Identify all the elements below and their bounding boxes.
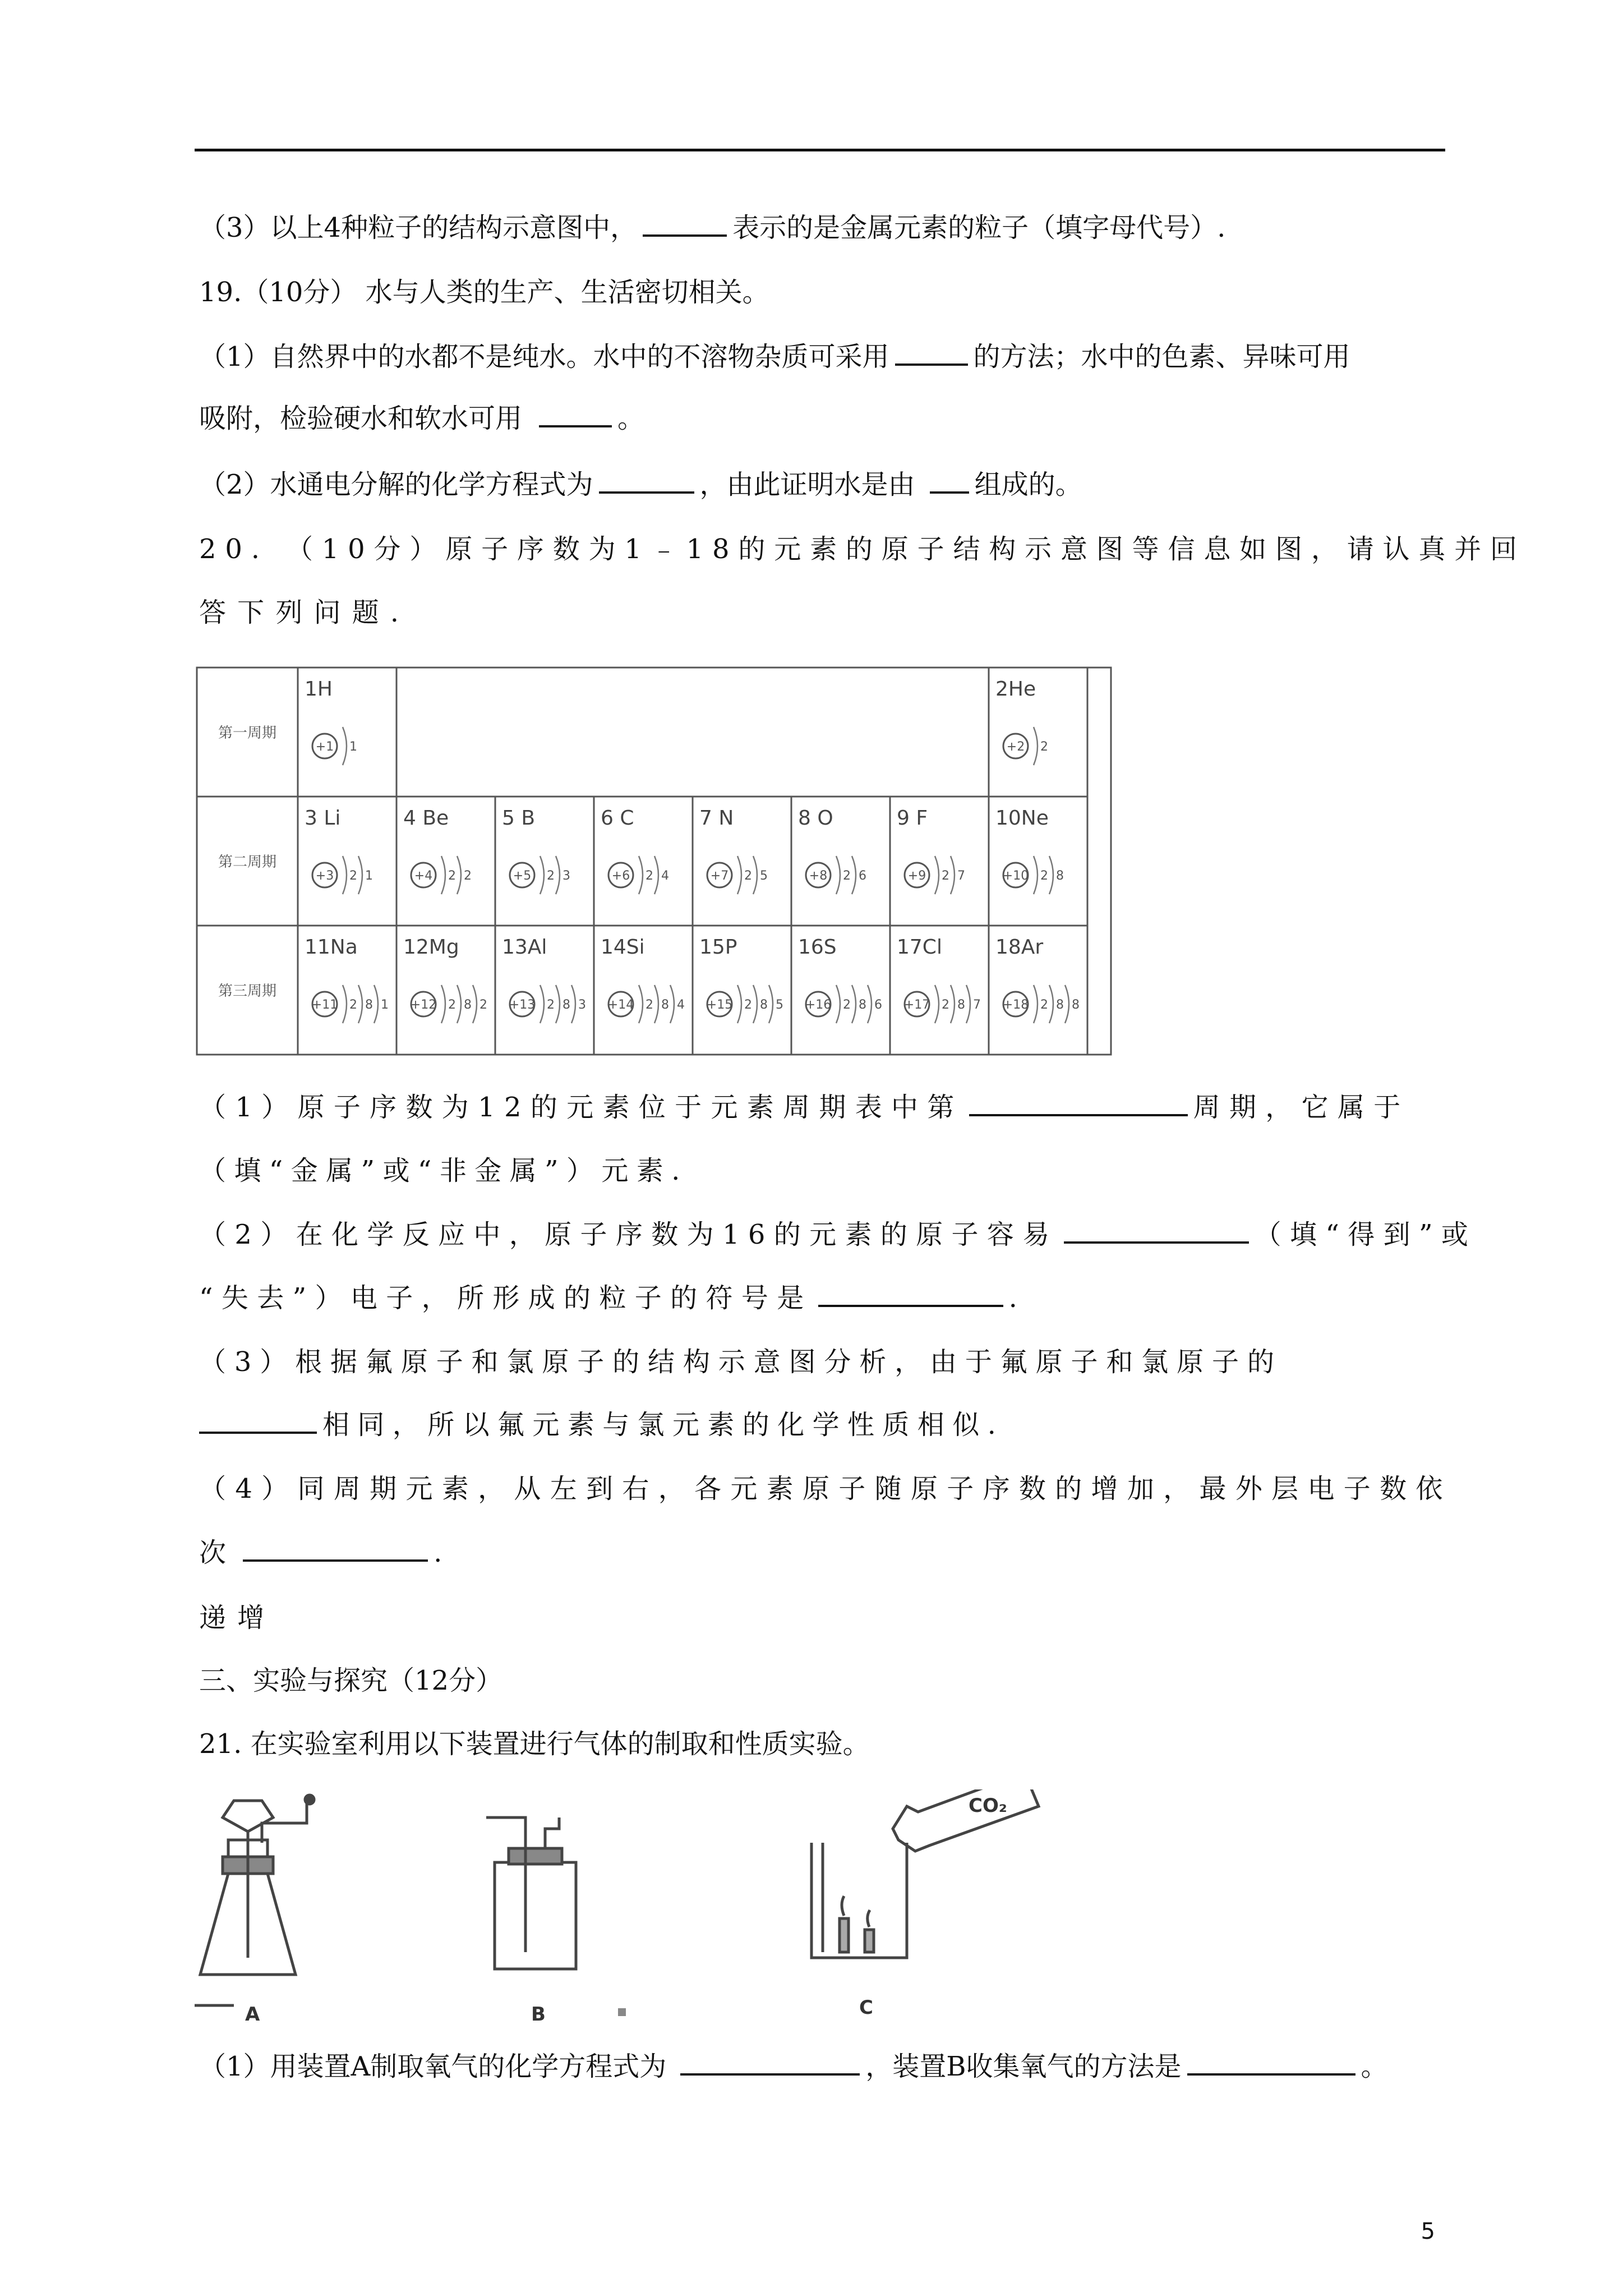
co2-label: CO₂ [969, 1795, 1007, 1817]
answer-blank[interactable] [930, 491, 969, 494]
shell-electron-count: 8 [859, 998, 866, 1012]
shell-electron-count: 8 [464, 998, 472, 1012]
element-label: 3 Li [305, 807, 341, 830]
q20-title-cont: 答下列问题. [199, 597, 411, 628]
header-rule [195, 149, 1445, 151]
q20-part2-cont: “失去”）电子，所形成的粒子的符号是 . [199, 1282, 1026, 1314]
element-label: 2He [995, 678, 1036, 701]
shell-electron-count: 8 [661, 998, 669, 1012]
shell-electron-count: 2 [448, 998, 456, 1012]
element-label: 4 Be [403, 807, 449, 830]
shell-electron-count: 7 [957, 869, 965, 883]
shell-electron-count: 2 [1040, 740, 1048, 754]
answer-blank[interactable] [599, 491, 694, 494]
q19-part1: （1）自然界中的水都不是纯水。水中的不溶物杂质可采用 的方法；水中的色素、异味可用 [199, 341, 1350, 372]
shell-electron-count: 2 [349, 998, 357, 1012]
label-c: C [859, 1996, 873, 2019]
q20-part4-cont: 次 . [199, 1537, 454, 1568]
marker-square [618, 2008, 626, 2016]
element-label: 10Ne [995, 807, 1049, 830]
shell-electron-count: 2 [843, 998, 851, 1012]
nucleus-charge: +1 [315, 740, 334, 754]
shell-electron-count: 8 [1056, 869, 1064, 883]
element-label: 7 N [699, 807, 734, 830]
shell-electron-count: 2 [942, 998, 949, 1012]
q20-answer: 递增 [199, 1602, 276, 1634]
element-label: 15P [699, 936, 737, 959]
q20-part4: （4）同周期元素，从左到右，各元素原子随原子序数的增加，最外层电子数依 [199, 1473, 1452, 1504]
nucleus-charge: +6 [611, 869, 630, 883]
shell-electron-count: 2 [1040, 998, 1048, 1012]
flask-a [200, 1795, 314, 1975]
q20-part1: （1）原子序数为12的元素位于元素周期表中第 周期，它属于 [199, 1092, 1410, 1123]
element-label: 13Al [502, 936, 547, 959]
nucleus-charge: +3 [315, 869, 334, 883]
element-label: 5 B [502, 807, 536, 830]
shell-electron-count: 3 [562, 869, 570, 883]
answer-blank[interactable] [243, 1559, 428, 1562]
period-label: 第三周期 [218, 983, 277, 1000]
apparatus-figure [195, 1789, 1092, 2036]
element-label: 14Si [601, 936, 645, 959]
nucleus-charge: +4 [414, 869, 433, 883]
shell-electron-count: 1 [349, 740, 357, 754]
nucleus-charge: +9 [907, 869, 926, 883]
periodic-table-svg [195, 661, 1114, 1060]
answer-blank[interactable] [818, 1304, 1003, 1307]
shell-electron-count: 5 [776, 998, 783, 1012]
element-label: 1H [305, 678, 333, 701]
shell-electron-count: 2 [349, 869, 357, 883]
nucleus-charge: +2 [1006, 740, 1025, 754]
q19-title: 19.（10分） 水与人类的生产、生活密切相关。 [199, 277, 769, 308]
answer-blank[interactable] [643, 234, 727, 237]
answer-blank[interactable] [199, 1431, 317, 1434]
shell-electron-count: 2 [464, 869, 472, 883]
q19-part2: （2）水通电分解的化学方程式为 ，由此证明水是由 组成的。 [199, 469, 1082, 500]
shell-electron-count: 2 [547, 998, 555, 1012]
answer-blank[interactable] [1187, 2073, 1355, 2076]
shell-electron-count: 8 [562, 998, 570, 1012]
q18-part3: （3）以上4种粒子的结构示意图中， 表示的是金属元素的粒子（填字母代号）. [199, 212, 1226, 243]
element-label: 18Ar [995, 936, 1044, 959]
nucleus-charge: +15 [706, 998, 733, 1012]
shell-electron-count: 2 [645, 998, 653, 1012]
element-label: 11Na [305, 936, 358, 959]
q21-part1: （1）用装置A制取氧气的化学方程式为 ，装置B收集氧气的方法是 。 [199, 2051, 1388, 2082]
section-heading: 三、实验与探究（12分） [199, 1665, 503, 1696]
shell-electron-count: 1 [381, 998, 389, 1012]
nucleus-charge: +10 [1002, 869, 1029, 883]
nucleus-charge: +5 [513, 869, 532, 883]
shell-electron-count: 2 [744, 998, 752, 1012]
shell-electron-count: 8 [1072, 998, 1080, 1012]
q20-part2: （2）在化学反应中，原子序数为16的元素的原子容易 （填“得到”或 [199, 1219, 1477, 1250]
q20-title: 20. （10分）原子序数为1﹣18的元素的原子结构示意图等信息如图，请认真并回 [199, 533, 1526, 565]
nucleus-charge: +13 [509, 998, 536, 1012]
shell-electron-count: 2 [645, 869, 653, 883]
answer-blank[interactable] [539, 425, 612, 427]
apparatus-svg [195, 1789, 1092, 2036]
shell-electron-count: 6 [874, 998, 882, 1012]
q20-part3: （3）根据氟原子和氯原子的结构示意图分析，由于氟原子和氯原子的 [199, 1346, 1283, 1378]
q21-title: 21. 在实验室利用以下装置进行气体的制取和性质实验。 [199, 1728, 870, 1760]
shell-electron-count: 2 [1040, 869, 1048, 883]
answer-blank[interactable] [1064, 1241, 1249, 1244]
nucleus-charge: +17 [903, 998, 930, 1012]
nucleus-charge: +14 [607, 998, 634, 1012]
shell-electron-count: 2 [744, 869, 752, 883]
shell-electron-count: 7 [973, 998, 981, 1012]
shell-electron-count: 8 [760, 998, 768, 1012]
shell-electron-count: 2 [942, 869, 949, 883]
shell-electron-count: 2 [547, 869, 555, 883]
q20-part3-cont: 相同，所以氟元素与氯元素的化学性质相似. [199, 1411, 1004, 1438]
answer-blank[interactable] [969, 1114, 1188, 1116]
nucleus-charge: +7 [710, 869, 729, 883]
element-label: 17Cl [897, 936, 942, 959]
nucleus-charge: +8 [809, 869, 828, 883]
element-label: 8 O [798, 807, 833, 830]
answer-blank[interactable] [895, 363, 968, 366]
shell-electron-count: 3 [578, 998, 586, 1012]
shell-electron-count: 1 [365, 869, 373, 883]
nucleus-charge: +18 [1002, 998, 1029, 1012]
nucleus-charge: +12 [410, 998, 437, 1012]
shell-electron-count: 2 [479, 998, 487, 1012]
shell-electron-count: 2 [448, 869, 456, 883]
shell-electron-count: 6 [859, 869, 866, 883]
shell-electron-count: 4 [661, 869, 669, 883]
shell-electron-count: 5 [760, 869, 768, 883]
bottle-b [486, 1818, 576, 1969]
q20-part1-cont: （填“金属”或“非金属”）元素. [199, 1155, 688, 1186]
answer-blank[interactable] [680, 2073, 860, 2076]
periodic-table-figure [195, 661, 1114, 1060]
shell-electron-count: 4 [677, 998, 685, 1012]
shell-electron-count: 8 [1056, 998, 1064, 1012]
label-b: B [531, 2003, 546, 2026]
nucleus-charge: +16 [805, 998, 832, 1012]
element-label: 9 F [897, 807, 928, 830]
shell-electron-count: 8 [365, 998, 373, 1012]
element-label: 6 C [601, 807, 634, 830]
period-label: 第二周期 [218, 854, 277, 871]
element-label: 12Mg [403, 936, 459, 959]
period-label: 第一周期 [218, 725, 277, 742]
nucleus-charge: +11 [311, 998, 338, 1012]
label-a: A [245, 2003, 260, 2026]
element-label: 16S [798, 936, 837, 959]
shell-electron-count: 8 [957, 998, 965, 1012]
q19-part1-cont: 吸附，检验硬水和软水可用 。 [199, 403, 645, 434]
page-number: 5 [1421, 2219, 1435, 2244]
shell-electron-count: 2 [843, 869, 851, 883]
